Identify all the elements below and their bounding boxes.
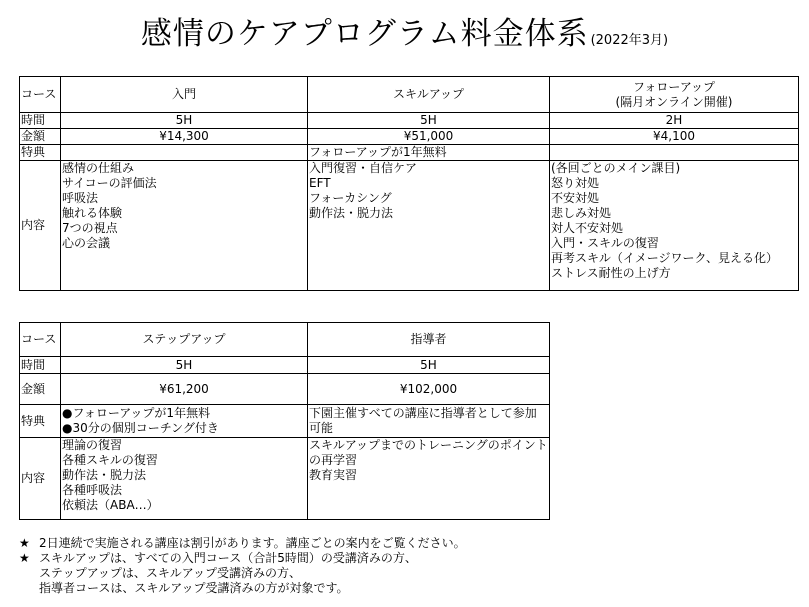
row-label-perk: 特典 [20, 145, 61, 161]
row-label-course: コース [20, 323, 61, 357]
price-table-1 [19, 76, 799, 291]
row-label-time: 時間 [20, 357, 61, 374]
time-value: 5H [61, 357, 308, 374]
course-name [550, 77, 799, 113]
content-item: サイコーの評価法 [62, 176, 157, 190]
time-value: 2H [550, 113, 799, 129]
row-label-time: 時間 [20, 113, 61, 129]
time-value: 5H [308, 357, 550, 374]
time-value: 5H [61, 113, 308, 129]
perk-value: フォローアップが1年無料 [308, 145, 550, 161]
content-list-intro [61, 161, 308, 291]
content-item: 対人不安対処 [551, 221, 624, 235]
price-value: ¥51,000 [308, 129, 550, 145]
content-list-instructor [308, 438, 550, 520]
row-label-price: 金額 [20, 374, 61, 405]
content-item: 理論の復習 [62, 438, 123, 452]
table-row [20, 77, 799, 113]
content-item: 入門・スキルの復習 [551, 236, 659, 250]
course-name: ステップアップ [61, 323, 308, 357]
content-item: スキルアップまでのトレーニングのポイントの再学習 [309, 438, 548, 467]
footnote [19, 551, 466, 566]
footnotes [19, 536, 466, 596]
content-item: 触れる体験 [62, 206, 123, 220]
title-date: (2022年3月) [590, 33, 669, 48]
star-icon: ★ [19, 551, 30, 565]
content-item: 感情の仕組み [62, 161, 135, 175]
table-row [20, 357, 550, 374]
title-main: 感情のケアプログラム料金体系 [140, 16, 589, 52]
row-label-content: 内容 [20, 438, 61, 520]
content-item: 再考スキル（イメージワーク、見える化） [551, 251, 779, 265]
price-value: ¥61,200 [61, 374, 308, 405]
footnote [19, 536, 466, 551]
footnote-text: ステップアップは、スキルアップ受講済みの方、 [39, 566, 301, 580]
content-item: 教育実習 [309, 468, 358, 482]
table-row [20, 438, 550, 520]
content-item: 不安対処 [551, 191, 600, 205]
table-row [20, 129, 799, 145]
content-item: 心の会議 [62, 236, 111, 250]
perk-list-step [61, 405, 308, 438]
table-row [20, 113, 799, 129]
page-title [0, 8, 809, 53]
table-row [20, 161, 799, 291]
content-item: 動作法・脱力法 [62, 468, 147, 482]
content-list-followup [550, 161, 799, 291]
content-list-step [61, 438, 308, 520]
star-icon: ★ [19, 536, 30, 550]
table-row [20, 405, 550, 438]
content-item: フォーカシング [309, 191, 392, 205]
footnote-text: 2日連続で実施される講座は割引があります。講座ごとの案内をご覧ください。 [39, 536, 466, 550]
price-value: ¥14,300 [61, 129, 308, 145]
row-label-content: 内容 [20, 161, 61, 291]
content-list-skillup [308, 161, 550, 291]
price-value: ¥102,000 [308, 374, 550, 405]
content-item: 怒り対処 [551, 176, 600, 190]
perk-item: ●30分の個別コーチング付き [62, 421, 219, 435]
time-value: 5H [308, 113, 550, 129]
row-label-course: コース [20, 77, 61, 113]
row-label-perk: 特典 [20, 405, 61, 438]
content-item: 動作法・脱力法 [309, 206, 394, 220]
content-item: 依頼法（ABA…） [62, 498, 159, 512]
content-item: 各種呼吸法 [62, 483, 123, 497]
content-item: ストレス耐性の上げ方 [551, 266, 671, 280]
content-item: 7つの視点 [62, 221, 118, 235]
table-row [20, 323, 550, 357]
row-label-price: 金額 [20, 129, 61, 145]
price-table-2 [19, 322, 550, 520]
footnote-text: スキルアップは、すべての入門コース（合計5時間）の受講済みの方、 [39, 551, 417, 565]
footnote-text: 指導者コースは、スキルアップ受講済みの方が対象です。 [39, 581, 349, 595]
course-name: 入門 [61, 77, 308, 113]
course-name: スキルアップ [308, 77, 550, 113]
price-value: ¥4,100 [550, 129, 799, 145]
perk-empty [61, 145, 308, 161]
content-item: 入門復習・自信ケア [309, 161, 418, 175]
content-item: EFT [309, 176, 331, 190]
content-item: 各種スキルの復習 [62, 453, 158, 467]
perk-item: ●フォローアップが1年無料 [62, 406, 211, 420]
content-item: 悲しみ対処 [551, 206, 612, 220]
perk-empty [550, 145, 799, 161]
course-name-line: フォローアップ [633, 79, 715, 94]
course-name-line: (隔月オンライン開催) [615, 94, 733, 109]
content-item: 呼吸法 [62, 191, 99, 205]
content-item: (各回ごとのメイン課目) [551, 161, 681, 175]
course-name: 指導者 [308, 323, 550, 357]
table-row [20, 374, 550, 405]
perk-instructor: 下園主催すべての講座に指導者として参加可能 [308, 405, 550, 438]
table-row [20, 145, 799, 161]
